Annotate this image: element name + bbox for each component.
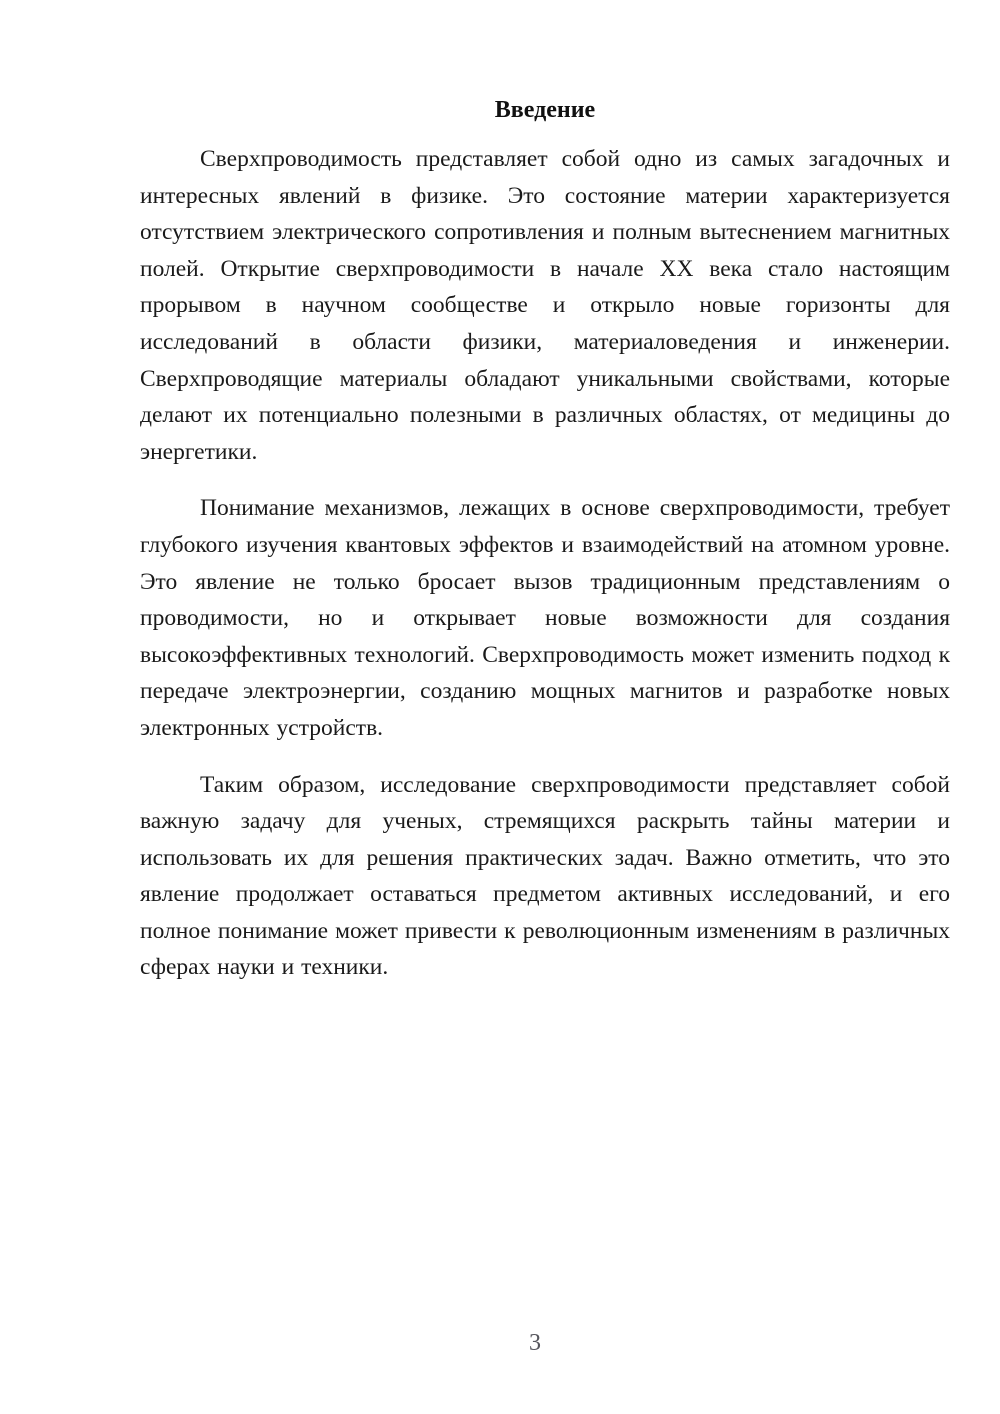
paragraph-2: Понимание механизмов, лежащих в основе сверхпроводимости, требует глубокого изучения квантовых эффектов и взаимодействий на атомном уровне. Это явление не только бросает вызов традиционным представлениям о проводимости, но и открывает новые возможности для создания высокоэффективных технологий. Сверхпроводимость может изменить подход к передаче электроэнергии, созданию мощных магнитов и разработке новых электронных устройств. (140, 495, 950, 741)
paragraph-1: Сверхпроводимость представляет собой одно из самых загадочных и интересных явлений в физике. Это состояние материи характеризуется отсутствием электрического сопротивления и полным вытеснением магнитных полей. Открытие сверхпроводимости в начале XX века стало настоящим прорывом в научном сообществе и открыло новые горизонты для исследований в области физики, материаловедения и инженерии. Сверхпроводящие материалы обладают уникальными свойствами, которые делают их потенциально полезными в различных областях, от медицины до энергетики. (140, 146, 950, 465)
page-number: 3 (529, 1330, 541, 1356)
document-content (140, 95, 950, 1006)
paragraph-3: Таким образом, исследование сверхпроводимости представляет собой важную задачу для ученых, стремящихся раскрыть тайны материи и использовать их для решения практических задач. Важно отметить, что это явление продолжает оставаться предметом активных исследований, и его полное понимание может привести к революционным изменениям в различных сферах науки и техники. (140, 771, 950, 981)
section-heading: Введение (494, 97, 596, 123)
